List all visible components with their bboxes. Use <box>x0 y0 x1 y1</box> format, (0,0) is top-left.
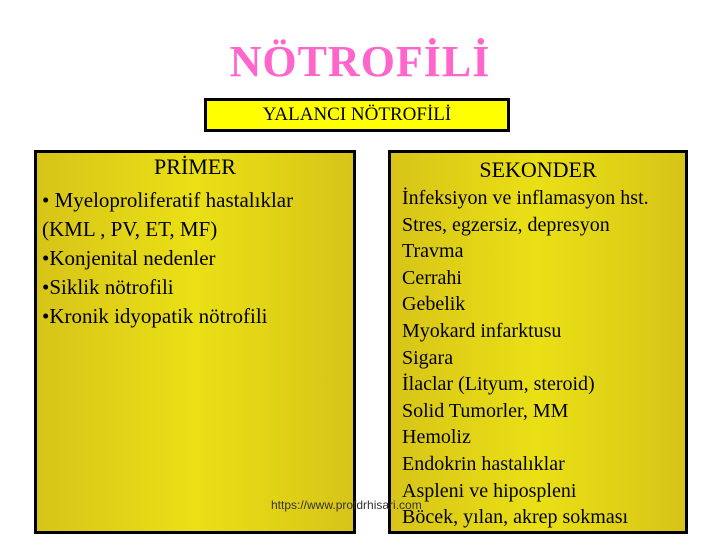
slide-title: NÖTROFİLİ <box>229 37 491 86</box>
subtitle-text: YALANCI NÖTROFİLİ <box>262 104 452 125</box>
list-item: İlaclar (Lityum, steroid) <box>402 373 595 396</box>
subtitle-box <box>204 98 510 132</box>
list-item: Gebelik <box>402 293 466 316</box>
list-item: Myokard infarktusu <box>402 319 562 342</box>
primary-list <box>42 186 353 331</box>
secondary-panel <box>388 150 688 534</box>
list-item: •Kronik idyopatik nötrofili <box>42 304 268 328</box>
list-item: İnfeksiyon ve inflamasyon hst. <box>402 187 649 209</box>
list-item: Endokrin hastalıklar <box>402 452 565 475</box>
list-item: Travma <box>402 240 464 263</box>
list-item: Solid Tumorler, MM <box>402 399 569 422</box>
list-item: (KML , PV, ET, MF) <box>42 217 218 241</box>
list-item: •Konjenital nedenler <box>42 246 216 270</box>
primary-heading: PRİMER <box>154 154 236 179</box>
list-item: Hemoliz <box>402 426 471 449</box>
list-item: • Myeloproliferatif hastalıklar <box>42 188 294 212</box>
list-item: Sigara <box>402 346 454 369</box>
secondary-list <box>402 185 685 531</box>
secondary-heading: SEKONDER <box>479 157 597 182</box>
primary-panel <box>34 150 356 534</box>
list-item: Böcek, yılan, akrep sokması <box>402 506 629 529</box>
list-item: Aspleni ve hipospleni <box>402 479 577 502</box>
list-item: Stres, egzersiz, depresyon <box>402 213 610 236</box>
list-item: Cerrahi <box>402 266 462 289</box>
list-item: •Siklik nötrofili <box>42 275 174 299</box>
watermark-url: https://www.profdrhisari.com <box>271 498 422 512</box>
